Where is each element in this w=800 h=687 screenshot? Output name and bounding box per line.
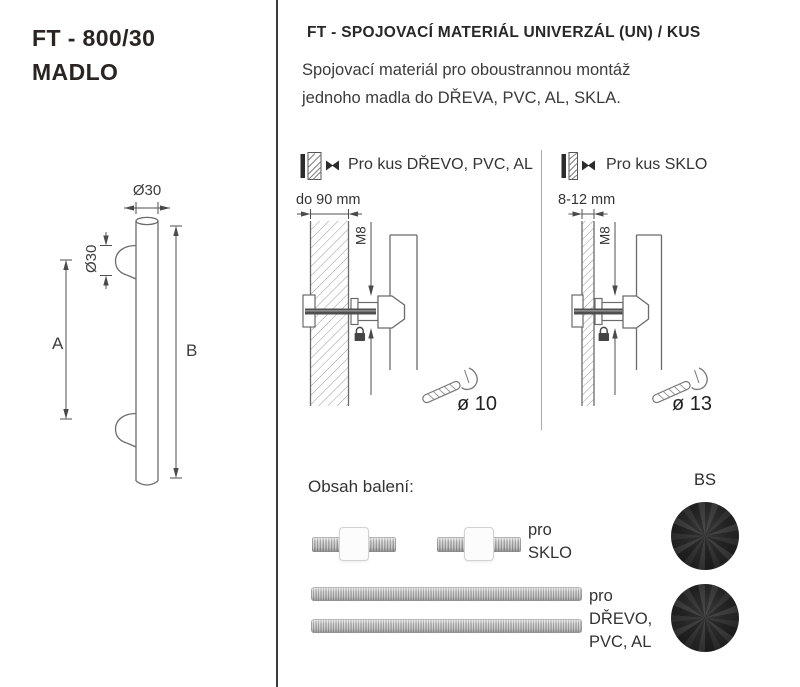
dimension-arrows	[63, 205, 178, 478]
description-line: Spojovací materiál pro oboustrannou montáž	[302, 61, 631, 79]
lock-icon	[599, 327, 609, 341]
drill-size-label: ø 13	[671, 393, 713, 415]
glass-handle-icon	[557, 151, 597, 181]
thread-label: M8	[353, 226, 369, 245]
top-mount-bracket	[116, 246, 137, 280]
dimension-lines	[60, 202, 182, 478]
handle-boss	[623, 296, 649, 328]
handle-technical-drawing	[30, 172, 210, 502]
package-heading: Obsah balení:	[308, 477, 414, 496]
drill-icon	[422, 368, 498, 415]
vertical-divider	[276, 0, 278, 687]
glass-connector-stud	[312, 526, 396, 562]
glass-connector-stud	[437, 526, 521, 562]
stud-spacer-block	[464, 527, 494, 561]
wall-handle-icon	[299, 151, 339, 181]
drill-icon	[652, 368, 713, 415]
depth-label: do 90 mm	[296, 192, 361, 208]
bottom-mount-bracket	[116, 414, 137, 448]
finish-swatch-end-cap	[671, 502, 739, 570]
side-diameter-label: Ø30	[83, 244, 100, 273]
product-type: MADLO	[32, 59, 119, 85]
dim-b-label: B	[186, 341, 198, 360]
dim-a-label: A	[52, 334, 64, 353]
handle-outline	[116, 217, 159, 485]
glass-mount-label: Pro kus SKLO	[606, 156, 708, 173]
threaded-rod-long	[311, 619, 582, 633]
wood-mount-heading	[299, 150, 533, 182]
diagram-divider	[541, 150, 542, 430]
product-code: FT - 800/30	[32, 25, 156, 51]
stud-spacer-block	[339, 527, 369, 561]
product-description	[302, 57, 630, 112]
section-title: FT - SPOJOVACÍ MATERIÁL UNIVERZÁL (UN) / KUS	[307, 24, 701, 41]
glass-item-label: pro SKLO	[528, 521, 573, 562]
drill-size-label: ø 10	[456, 393, 498, 415]
description-line: jednoho madla do DŘEVA, PVC, AL, SKLA.	[302, 88, 621, 107]
top-diameter-label: Ø30	[132, 182, 162, 199]
wood-mount-diagram	[288, 188, 533, 433]
wood-mount-label: Pro kus DŘEVO, PVC, AL	[348, 156, 533, 173]
threaded-rod-long	[311, 587, 582, 601]
finish-swatch-end-cap	[671, 584, 739, 652]
depth-label: 8-12 mm	[558, 192, 616, 208]
lock-icon	[355, 327, 365, 341]
handle-boss	[378, 296, 405, 328]
product-title	[32, 21, 155, 89]
wood-item-label: pro DŘEVO, PVC, AL	[589, 587, 653, 651]
finish-code-label: BS	[693, 471, 716, 489]
thread-label: M8	[597, 226, 613, 245]
glass-mount-diagram	[548, 188, 793, 433]
glass-mount-heading	[557, 150, 707, 182]
